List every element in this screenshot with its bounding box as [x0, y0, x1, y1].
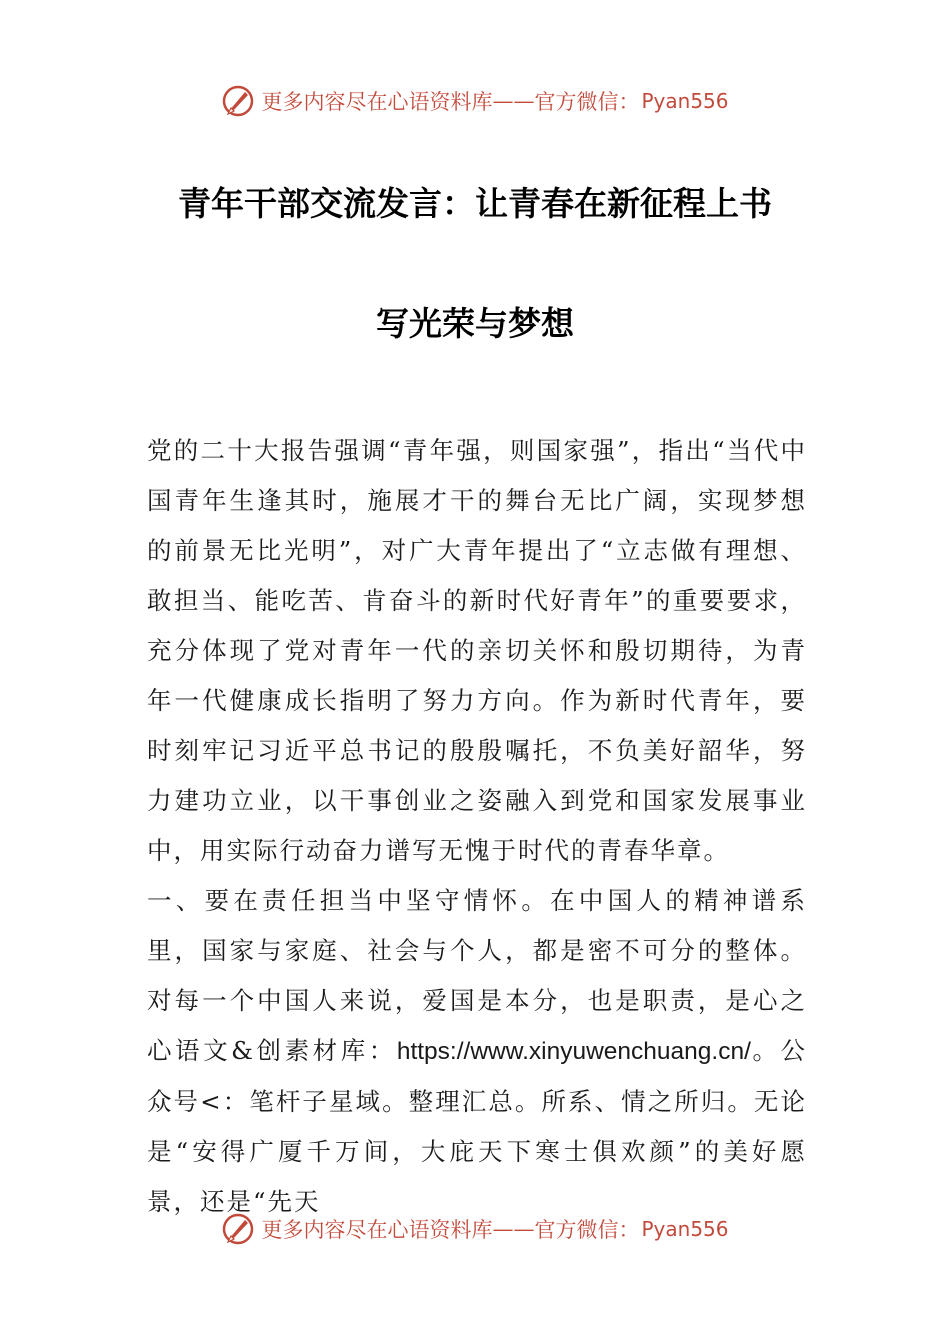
- watermark-id: Pyan556: [641, 1217, 729, 1241]
- watermark-separator: ——: [492, 1217, 535, 1241]
- watermark-official: 官方微信：: [534, 1218, 640, 1242]
- paragraph-section-1-text-b: 。公众号<：笔杆子星域。整理汇总。所系、情之所归。无论是“安得广厦千万间，大庇天下寒士俱欢颜”的美好愿景，还是“先天: [147, 1036, 808, 1216]
- watermark-text: 更多内容尽在心语资料库: [261, 90, 493, 114]
- document-body: [147, 426, 807, 1227]
- paragraph-intro: 党的二十大报告强调“青年强，则国家强”，指出“当代中国青年生逢其时，施展才干的舞台无比广阔，实现梦想的前景无比光明”，对广大青年提出了“立志做有理想、敢担当、能吃苦、肯奋斗的新时代好青年”的重要要求，充分体现了党对青年一代的亲切关怀和殷切期待，为青年一代健康成长指明了努力方向。作为新时代青年，要时刻牢记习近平总书记的殷殷嘱托，不负美好韶华，努力建功立业，以干事创业之姿融入到党和国家发展事业中，用实际行动奋力谱写无愧于时代的青春华章。: [147, 436, 807, 865]
- watermark-id: Pyan556: [641, 89, 729, 113]
- source-url: https://www.xinyuwenchuang.cn/: [396, 1038, 751, 1065]
- watermark-text: 更多内容尽在心语资料库: [261, 1218, 493, 1242]
- paragraph-section-1-text-a: 一、要在责任担当中坚守情怀。在中国人的精神谱系里，国家与家庭、社会与个人，都是密不可分的整体。对每一个中国人来说，爱国是本分，也是职责，是心之心语文&创素材库：: [147, 886, 807, 1065]
- quill-pen-logo-icon: [221, 84, 255, 118]
- header-watermark: [0, 84, 950, 118]
- document-title-line-1: 青年干部交流发言：让青春在新征程上书: [178, 184, 772, 223]
- watermark-separator: ——: [492, 89, 535, 113]
- document-title-line-2: 写光荣与梦想: [376, 304, 574, 343]
- quill-pen-logo-icon: [221, 1212, 255, 1246]
- watermark-official: 官方微信：: [534, 90, 640, 114]
- paragraph-section-1: [147, 876, 807, 1227]
- footer-watermark: [0, 1212, 950, 1246]
